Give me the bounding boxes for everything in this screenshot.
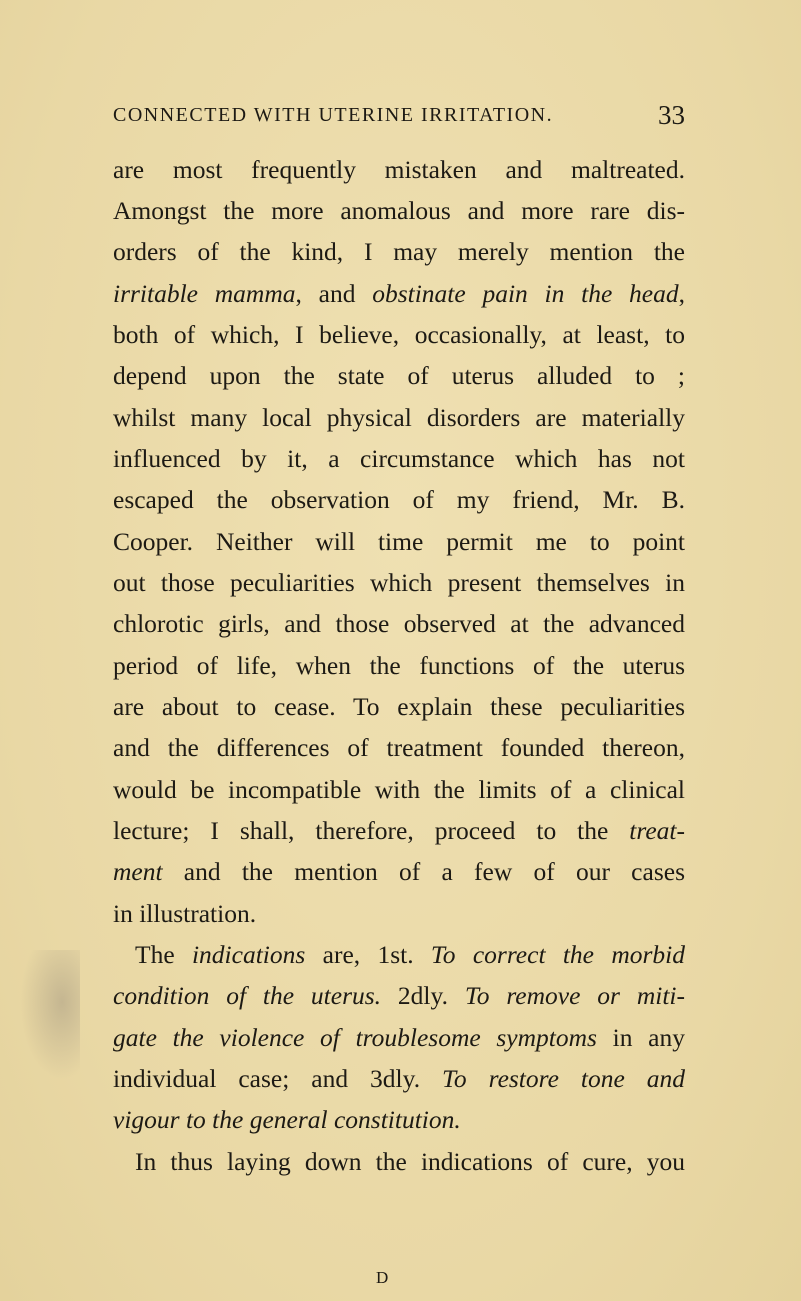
text-run: are about to cease. To explain these peculiarities [113,692,685,721]
italic-run: vigour to the general constitution. [113,1105,461,1134]
text-run: would be incompatible with the limits of a clinical [113,775,685,804]
italic-run: gate the violence of troublesome symptoms [113,1023,597,1052]
page-number: 33 [658,100,685,130]
italic-run: indications [191,940,306,969]
text-run: 2dly. [381,981,465,1010]
text-run: , [678,279,685,308]
italic-run: To remove or miti- [464,981,685,1010]
text-line [113,276,685,312]
text-line [113,234,685,270]
text-line [113,813,685,849]
text-run: escaped the observation of my friend, Mr. B. [113,485,685,514]
text-run: depend upon the state of uterus alluded to ; [113,361,685,390]
text-run: period of life, when the functions of the uterus [113,651,685,680]
italic-run: irritable mamma [113,279,296,308]
text-line [113,978,685,1014]
running-title: CONNECTED WITH UTERINE IRRITATION. [113,104,554,126]
text-run: lecture; I shall, therefore, proceed to the [113,816,630,845]
text-run: The [135,940,192,969]
text-line [113,565,685,601]
text-line [113,730,685,766]
text-line [113,1061,685,1097]
text-run: whilst many local physical disorders are materially [113,403,685,432]
text-run: orders of the kind, I may merely mention the [113,237,685,266]
italic-run: ment [113,857,163,886]
italic-run: To correct the morbid [430,940,685,969]
text-line [113,689,685,725]
text-line [113,896,685,932]
text-line [113,772,685,808]
text-line [113,482,685,518]
text-line [113,358,685,394]
text-run: , and [295,279,373,308]
page-smudge [20,950,80,1080]
text-run: Amongst the more anomalous and more rare dis- [113,196,685,225]
text-line [113,1102,685,1138]
text-run: in any [596,1023,685,1052]
text-line [113,606,685,642]
text-line [113,937,685,973]
text-line [113,152,685,188]
text-run: influenced by it, a circumstance which has not [113,444,685,473]
text-line [113,193,685,229]
text-line [113,1020,685,1056]
signature-mark: D [376,1268,390,1287]
text-run: chlorotic girls, and those observed at the advanced [113,609,685,638]
text-line [113,1144,685,1180]
text-run: both of which, I believe, occasionally, at least, to [113,320,685,349]
text-run: individual case; and 3dly. [113,1064,443,1093]
text-line [113,524,685,560]
text-run: In thus laying down the indications of cure, you [135,1147,685,1176]
text-line [113,854,685,890]
text-line [113,648,685,684]
text-run: in illustration. [113,899,257,928]
text-line [113,317,685,353]
text-line [113,400,685,436]
text-run: out those peculiarities which present themselves in [113,568,685,597]
italic-run: To restore tone and [442,1064,685,1093]
italic-run: condition of the uterus. [113,981,382,1010]
running-header [113,100,685,134]
text-run: are most frequently mistaken and maltreated. [113,155,685,184]
italic-run: obstinate pain in the head [372,279,679,308]
text-run: and the mention of a few of our cases [162,857,685,886]
text-run: are, 1st. [305,940,431,969]
italic-run: treat- [629,816,685,845]
text-line [113,441,685,477]
text-run: and the differences of treatment founded thereon, [113,733,685,762]
text-run: Cooper. Neither will time permit me to point [113,527,685,556]
